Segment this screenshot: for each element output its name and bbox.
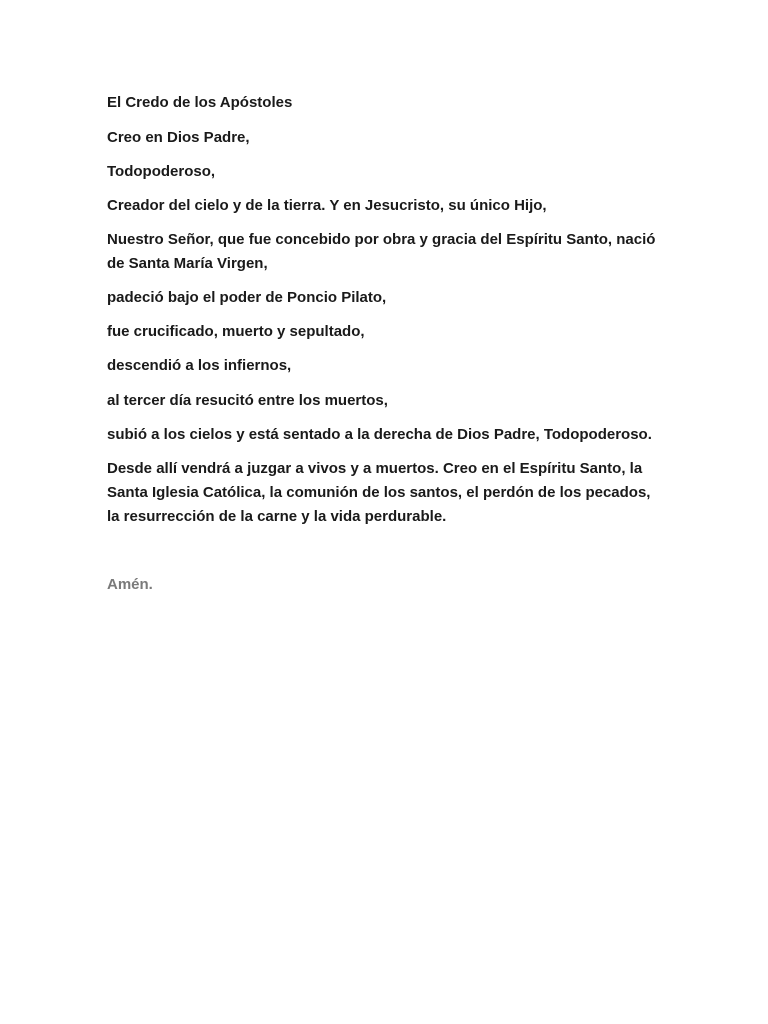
paragraph-line: Creo en Dios Padre, [107,129,250,146]
paragraph-line: padeció bajo el poder de Poncio Pilato, [107,289,387,306]
paragraph-line: subió a los cielos y está sentado a la derecha de Dios Padre, Todopoderoso. [107,426,652,443]
paragraph-line: al tercer día resucitó entre los muertos, [107,392,388,409]
paragraph-line: Santa Iglesia Católica, la comunión de los santos, el perdón de los pecados, [107,484,651,501]
paragraph-line: Todopoderoso, [107,163,216,180]
paragraph-line: la resurrección de la carne y la vida perdurable. [107,508,447,525]
paragraph-line: Desde allí vendrá a juzgar a vivos y a muertos. Creo en el Espíritu Santo, la [107,460,643,477]
document-title: El Credo de los Apóstoles [107,94,293,111]
paragraph-line: Nuestro Señor, que fue concebido por obra y gracia del Espíritu Santo, nació [107,231,656,248]
paragraph-line: Creador del cielo y de la tierra. Y en Jesucristo, su único Hijo, [107,197,547,214]
paragraph-line: descendió a los infiernos, [107,357,292,374]
paragraph-line: de Santa María Virgen, [107,255,268,272]
closing-amen: Amén. [107,576,153,593]
paragraph-line: fue crucificado, muerto y sepultado, [107,323,365,340]
